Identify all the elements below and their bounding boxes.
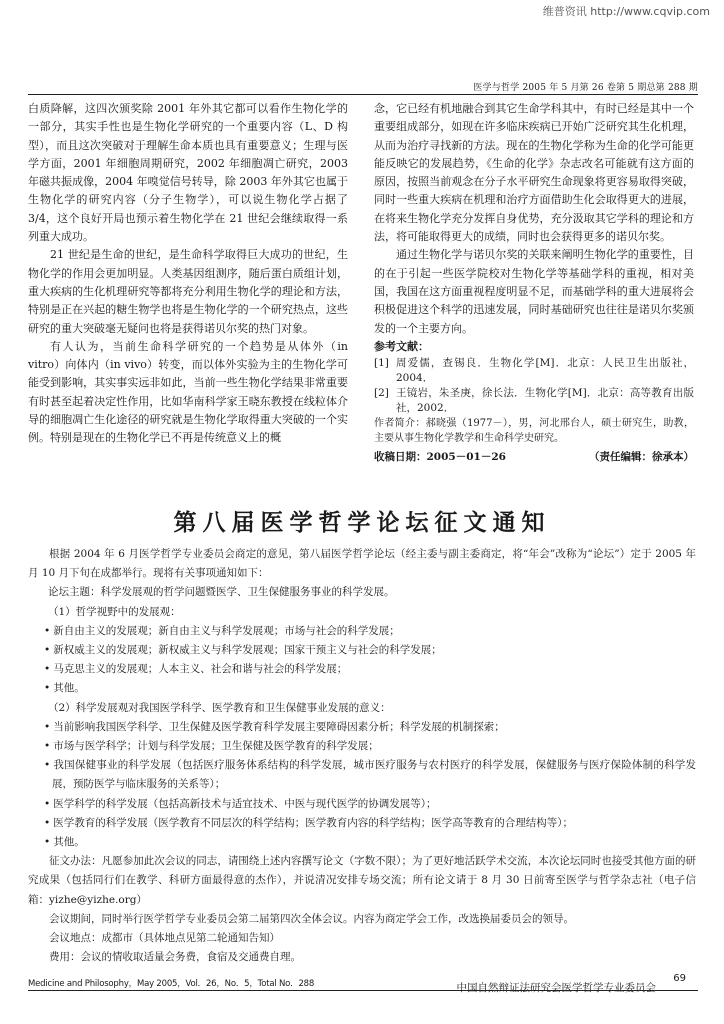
notice-body xyxy=(28,545,696,999)
received-line xyxy=(374,448,694,466)
running-header: 医学与哲学 2005 年 5 月第 26 卷第 5 期总第 288 期 xyxy=(473,83,698,93)
section-1-title: （1）哲学视野中的发展观： xyxy=(48,605,181,618)
paper-requirements: 征文办法：凡愿参加此次会议的同志，请围绕上述内容撰写论文（字数不限）；为了更好地活跃学术交流，本次论坛同时也接受其他方面的研究成果（包括同行们在教学、科研方面最得意的杰作），并说清况安排专场交流；所有论文请于 8 月 30 日前寄至医学与哲学杂志社（电子信箱：yizhe@yizhe.org） xyxy=(28,855,696,906)
right-column xyxy=(374,100,694,466)
list-item: • 其他。 xyxy=(28,833,696,852)
reference-text: 王镜岩，朱圣庚，徐长法．生物化学[M]．北京：高等教育出版社，2002． xyxy=(396,387,694,415)
paragraph: 白质降解，这四次颁奖除 2001 年外其它都可以看作生物化学的一部分，其实手性也是生物化学研究的一个重要内容（L、D 构型），而且这次突破对于理解生命本质也具有重要意义；生理与医学方面，2001 年细胞周期研究，2002 年细胞凋亡研究，2003 年磁共振成像，2004 年嗅觉信号转导，除 2003 年外其它也属于生物化学的研究内容（分子生物学），可以说生物化学占据了 3/4，这个良好开局也预示着生物化学在 21 世纪会继续取得一系列重大成功。 xyxy=(28,102,348,244)
venue-note: 会议地点：成都市（具体地点见第二轮通知告知） xyxy=(49,932,280,945)
reference-number: [1] xyxy=(374,357,389,370)
list-item: • 新自由主义的发展观；新自由主义与科学发展观；市场与社会的科学发展； xyxy=(28,622,696,641)
list-item: • 新权威主义的发展观；新权威主义与科学发展观；国家干预主义与社会的科学发展； xyxy=(28,641,696,660)
responsible-editor: （责任编辑：徐承本） xyxy=(589,451,694,464)
paragraph: 21 世纪是生命的世纪，是生命科学取得巨大成功的世纪，生物化学的作用会更加明显。人类基因组测序，随后蛋白质组计划，重大疾病的生化机理研究等都将充分利用生物化学的理论和方法，特别是正在兴起的糖生物学也将是生物化学的一个研究热点，这些研究的重大突破毫无疑问也将是获得诺贝尔奖的热门对象。 xyxy=(28,248,348,335)
paragraph: 有人认为，当前生命科学研究的一个趋势是从体外（in vitro）向体内（in vivo）转变，而以体外实验为主的生物化学可能受到影响，其实事实远非如此，当前一些生物化学结果非常重要有时甚至起着决定性作用，比如华南科学家王晓东教授在线粒体介导的细胞凋亡生化途径的研究就是生物化学取得重大突破的一个实例。特别是现在的生物化学已不再是传统意义上的概 xyxy=(28,339,348,445)
section-2-title: （2）科学发展观对我国医学科学、医学教育和卫生保健事业发展的意义： xyxy=(48,701,391,714)
footer-rule xyxy=(28,990,698,991)
paragraph: 通过生物化学与诺贝尔奖的关联来阐明生物化学的重要性，目的在于引起一些医学院校对生物化学等基础学科的重视，相对美国，我国在这方面重视程度明显不足，而基础学科的重大进展将会积极促进这个科学的迅速发展，同时基础研究也往往是诺贝尔奖颁发的一个主要方向。 xyxy=(374,248,694,335)
meeting-note: 会议期间，同时举行医学哲学专业委员会第二届第四次全体会议。内容为商定学会工作，改选换届委员会的领导。 xyxy=(49,912,574,925)
list-item: • 医学教育的科学发展（医学教育不同层次的科学结构；医学教育内容的科学结构；医学高等教育的合理结构等）； xyxy=(28,814,696,833)
reference-text: 周爱儒，查锡良．生物化学[M]．北京：人民卫生出版社，2004． xyxy=(396,357,694,385)
notice-theme: 论坛主题：科学发展观的哲学问题暨医学、卫生保健服务事业的科学发展。 xyxy=(48,586,395,599)
footer-journal: Medicine and Philosophy，May 2005，Vol．26，No．5，Total No．288 xyxy=(28,979,315,989)
paragraph: 念，它已经有机地融合到其它生命学科其中，有时已经是其中一个重要组成部分，如现在许多临床疾病已开始广泛研究其生化机理，从而为治疗寻找新的方法。现在的生物化学称为生命的化学可能更能反映它的发展趋势，《生命的化学》杂志改名可能就有这方面的原因，按照当前观念在分子水平研究生命现象将更容易取得突破，同时一些重大疾病在机理和治疗方面借助生化会取得更大的进展，在将来生物化学充分发挥自身优势，充分汲取其它学科的理论和方法，将可能取得更大的成绩，同时也会获得更多的诺贝尔奖。 xyxy=(374,102,694,244)
list-item: • 医学科学的科学发展（包括高新技术与适宜技术、中医与现代医学的协调发展等）； xyxy=(28,795,696,814)
reference-item xyxy=(374,356,694,386)
references-heading: 参考文献： xyxy=(374,339,429,353)
list-item: • 市场与医学科学；计划与科学发展；卫生保健及医学教育的科学发展； xyxy=(28,737,696,756)
notice-intro: 根据 2004 年 6 月医学哲学专业委员会商定的意见，第八届医学哲学论坛（经主委与副主委商定，将“年会”改称为“论坛”）定于 2005 年月 10 月下旬在成都举行。现将有关事项通知如下： xyxy=(28,548,696,580)
reference-number: [2] xyxy=(374,387,389,400)
received-date: 收稿日期：2005－01－26 xyxy=(374,451,506,464)
reference-item xyxy=(374,386,694,416)
list-item: • 其他。 xyxy=(28,679,696,698)
list-item: • 我国保健事业的科学发展（包括医疗服务体系结构的科学发展，城市医疗服务与农村医疗的科学发展，保健服务与医疗保险体制的科学发展，预防医学与临床服务的关系等）； xyxy=(28,756,696,794)
list-item: • 马克思主义的发展观；人本主义、社会和谐与社会的科学发展； xyxy=(28,660,696,679)
notice-title: 第八届医学哲学论坛征文通知 xyxy=(173,509,551,536)
watermark: 维普资讯 http://www.cqvip.com xyxy=(542,5,710,18)
list-item: • 当前影响我国医学科学、卫生保健及医学教育科学发展主要障碍因素分析；科学发展的机制探索； xyxy=(28,718,696,737)
author-bio: 作者简介：郝晓强（1977－），男，河北邢台人，硕士研究生，助教，主要从事生物化学教学和生命科学史研究。 xyxy=(374,418,694,445)
left-column xyxy=(28,100,348,448)
header-rule xyxy=(28,94,698,95)
fees-note: 费用：会议的情收取适量会务费，食宿及交通费自理。 xyxy=(49,951,301,964)
notice-signature: 中国自然辩证法研究会医学哲学专业委员会 xyxy=(456,982,656,995)
page-number: 69 xyxy=(673,973,686,984)
